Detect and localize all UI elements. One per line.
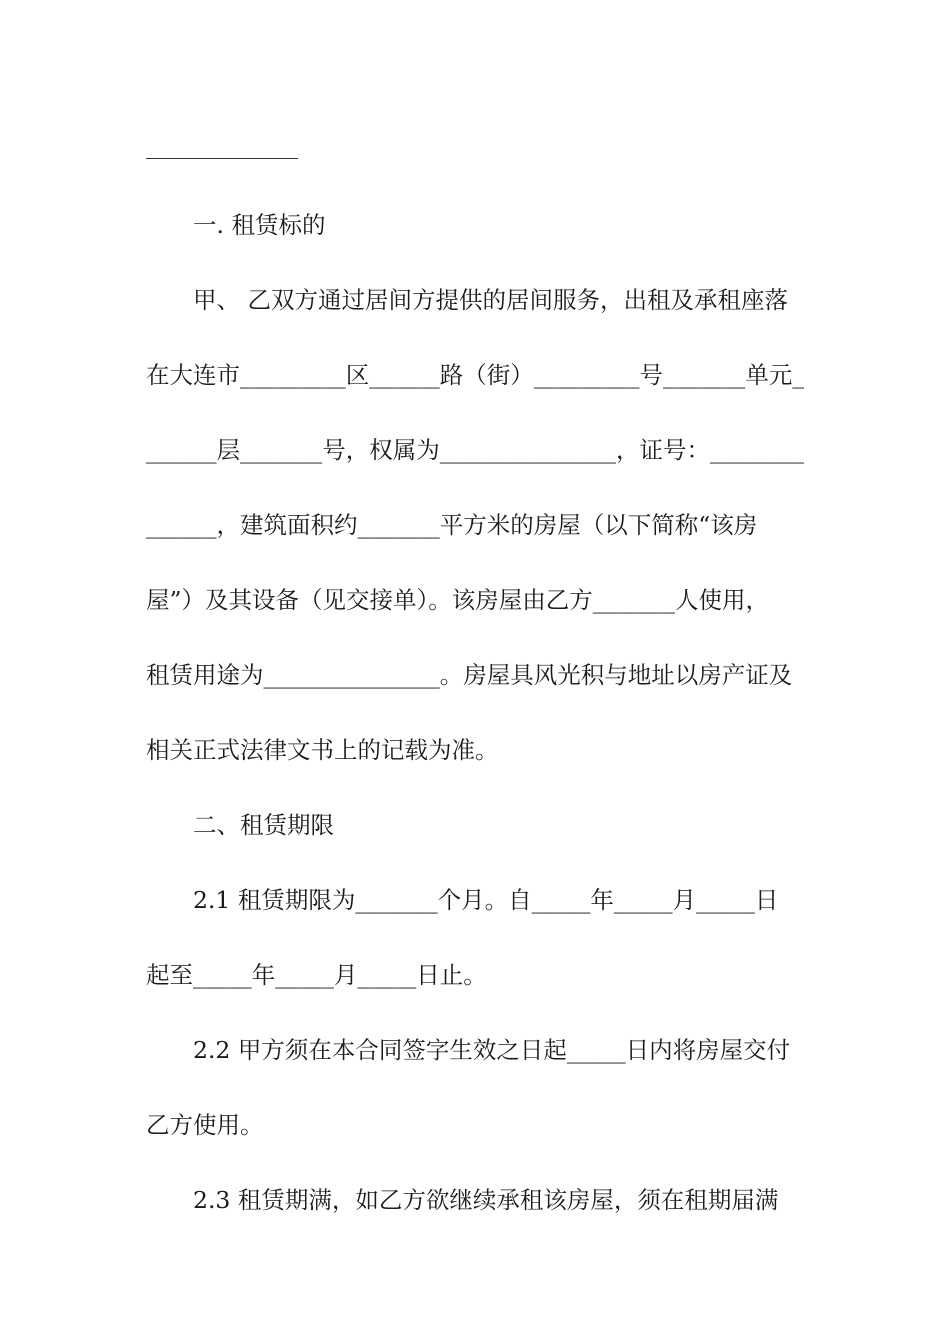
clause-2-3: 2.3 租赁期满，如乙方欲继续承租该房屋，须在租期届满 (193, 1186, 779, 1214)
paragraph-line: 租赁用途为_______________。房屋具风光积与地址以房产证及 (146, 661, 793, 689)
paragraph-line: 屋”）及其设备（见交接单）。该房屋由乙方_______人使用， (146, 586, 770, 614)
paragraph-line: ______，建筑面积约_______平方米的房屋（以下简称“该房 (146, 511, 758, 539)
paragraph-line: 乙方使用。 (146, 1111, 264, 1139)
paragraph-line: ______层_______号，权属为_______________，证号：________ (146, 436, 804, 464)
clause-2-2: 2.2 甲方须在本合同签字生效之日起_____日内将房屋交付 (193, 1036, 791, 1064)
clause-2-1: 2.1 租赁期限为_______个月。自_____年_____月_____日 (193, 886, 779, 914)
paragraph-line: 相关正式法律文书上的记载为准。 (146, 736, 499, 764)
paragraph-line: 甲、 乙双方通过居间方提供的居间服务，出租及承租座落 (193, 286, 788, 314)
paragraph-line: 在大连市_________区______路（街）_________号_______单元_ (146, 361, 804, 389)
top-rule (146, 158, 298, 159)
section-2-heading: 二、租赁期限 (193, 811, 334, 839)
paragraph-line: 起至_____年_____月_____日止。 (146, 961, 487, 989)
section-1-heading: 一. 租赁标的 (193, 211, 326, 239)
